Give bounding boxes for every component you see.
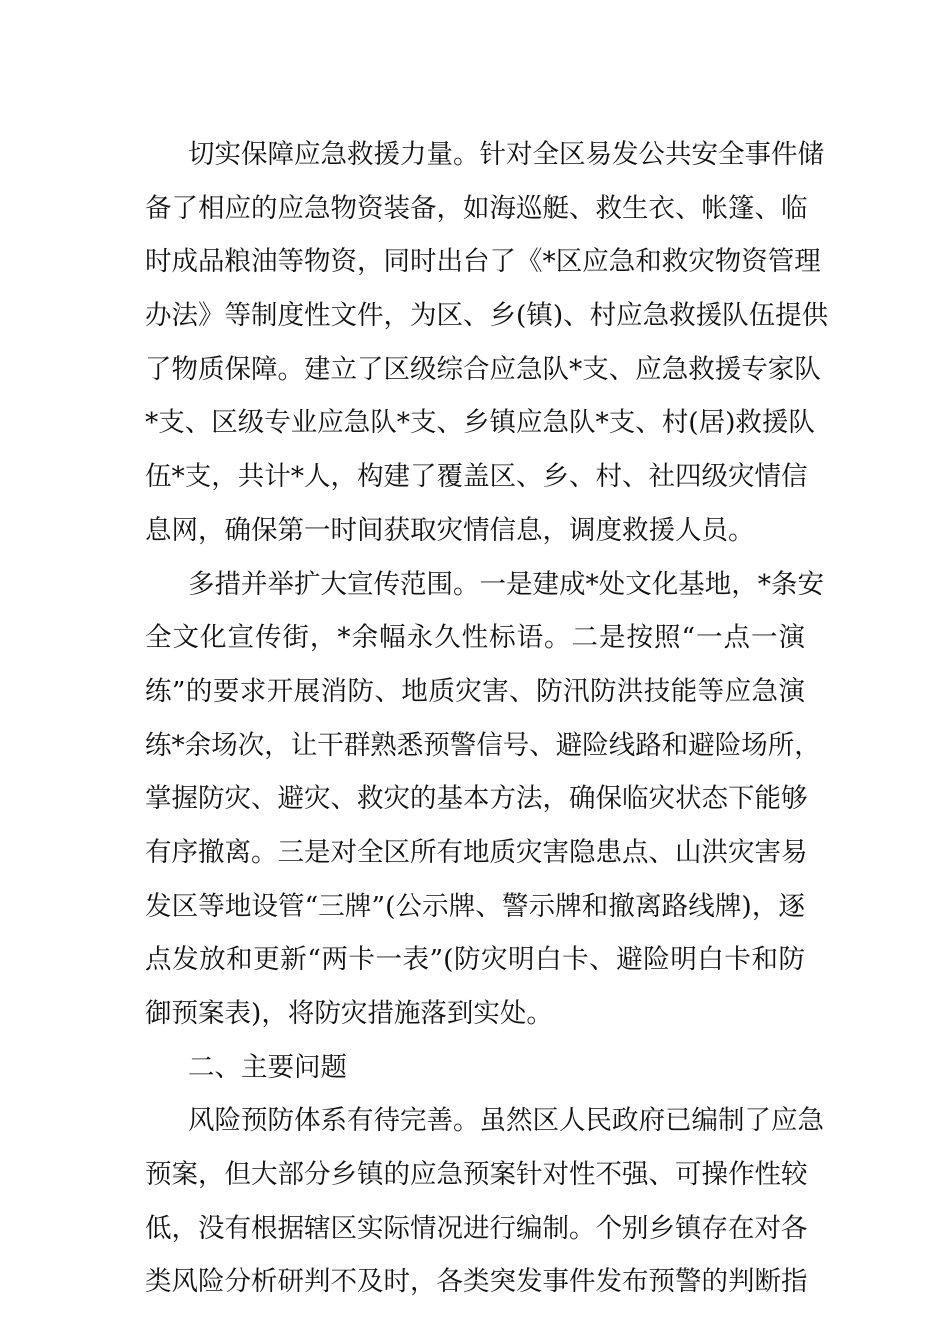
paragraph-2-line-2: 全文化宣传街，*余幅永久性标语。二是按照“一点一演 [145,622,805,654]
paragraph-1-line-5: 了物质保障。建立了区级综合应急队*支、应急救援专家队 [145,353,821,385]
paragraph-1-line-7: 伍*支，共计*人，构建了覆盖区、乡、村、社四级灾情信 [145,461,808,493]
paragraph-2-line-1: 多措并举扩大宣传范围。一是建成*处文化基地，*条安 [188,568,824,600]
document-body [145,128,829,1309]
paragraph-2-line-9: 御预案表)，将防灾措施落到实处。 [145,998,553,1029]
paragraph-1-line-4: 办法》等制度性文件，为区、乡(镇)、村应急救援队伍提供 [145,300,829,332]
paragraph-2-line-6: 有序撤离。三是对全区所有地质灾害隐患点、山洪灾害易 [145,836,808,868]
paragraph-1-line-3: 时成品粮油等物资，同时出台了《*区应急和救灾物资管理 [145,246,821,278]
paragraph-2-line-8: 点发放和更新“两卡一表”(防灾明白卡、避险明白卡和防 [145,944,805,976]
paragraph-3-line-4: 类风险分析研判不及时，各类突发事件发布预警的判断指 [145,1266,808,1298]
paragraph-1-line-1: 切实保障应急救援力量。针对全区易发公共安全事件储 [188,139,824,170]
paragraph-2-line-7: 发区等地设管“三牌”(公示牌、警示牌和撤离路线牌)，逐 [145,890,805,922]
paragraph-3-line-1: 风险预防体系有待完善。虽然区人民政府已编制了应急 [188,1105,824,1137]
paragraph-2-line-3: 练”的要求开展消防、地质灾害、防汛防洪技能等应急演 [145,675,805,707]
paragraph-1-line-6: *支、区级专业应急队*支、乡镇应急队*支、村(居)救援队 [145,407,815,439]
paragraph-3-line-2: 预案，但大部分乡镇的应急预案针对性不强、可操作性较 [145,1159,808,1191]
paragraph-3-line-3: 低，没有根据辖区实际情况进行编制。个别乡镇存在对各 [145,1212,808,1244]
paragraph-1-line-2: 备了相应的应急物资装备，如海巡艇、救生衣、帐篷、临 [145,192,808,224]
paragraph-2-line-4: 练*余场次，让干群熟悉预警信号、避险线路和避险场所， [145,729,821,761]
paragraph-2-line-5: 掌握防灾、避灾、救灾的基本方法，确保临灾状态下能够 [145,783,808,815]
paragraph-1-line-8: 息网，确保第一时间获取灾情信息，调度救援人员。 [145,514,755,546]
section-heading: 二、主要问题 [188,1051,347,1083]
